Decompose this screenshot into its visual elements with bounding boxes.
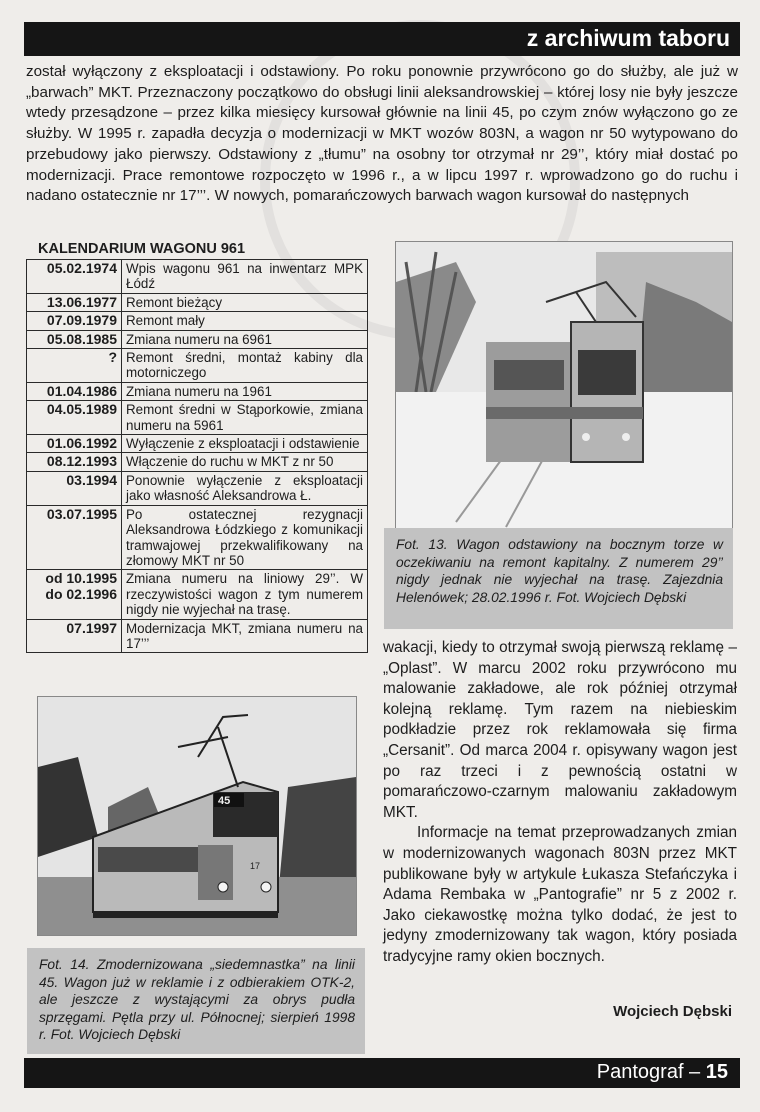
calendar-row (27, 260, 368, 294)
calendar-desc: Zmiana numeru na liniowy 29’’. W rzeczywistości wagon z tym numerem nigdy nie wyjechał na trasę. (122, 570, 368, 619)
photo-13-caption (384, 528, 733, 629)
right-column (383, 638, 737, 968)
tram-number-label: 17 (250, 861, 261, 871)
calendar-date: 04.05.1989 (27, 401, 122, 435)
calendar-date: ? (27, 349, 122, 383)
calendar-row (27, 312, 368, 330)
calendar-row (27, 453, 368, 471)
tram-route-sign: 45 (218, 795, 231, 807)
photo-13 (395, 241, 733, 530)
photo-13-image (396, 242, 732, 529)
calendar-date: 03.07.1995 (27, 505, 122, 570)
magazine-name: Pantograf – (596, 1061, 701, 1083)
calendar-desc: Remont średni w Stąporkowie, zmiana numeru na 5961 (122, 401, 368, 435)
calendar-row (27, 435, 368, 453)
header-bar (24, 22, 740, 56)
footer-bar (24, 1058, 740, 1088)
calendar-row (27, 619, 368, 653)
calendar-date: 08.12.1993 (27, 453, 122, 471)
calendar-date: 03.1994 (27, 471, 122, 505)
calendar-desc: Ponownie wyłączenie z eksploatacji jako własność Aleksandrowa Ł. (122, 471, 368, 505)
calendar-desc: Włączenie do ruchu w MKT z nr 50 (122, 453, 368, 471)
calendar-date: 07.1997 (27, 619, 122, 653)
calendar-date: 05.02.1974 (27, 260, 122, 294)
photo-14-caption-text: Fot. 14. Zmodernizowana „siedemnastka” na linii 45. Wagon już w reklamie i z odbierakiem OTK-2, ale jeszcze z wystającymi za obrys pudła sprzęgami. Pętla przy ul. Północnej; sierpień 1998 r. Fot. Wojciech Dębski (39, 957, 355, 1042)
photo-14-caption (27, 948, 365, 1054)
calendar-desc: Zmiana numeru na 6961 (122, 330, 368, 348)
calendar-date: 13.06.1977 (27, 293, 122, 311)
calendar-desc: Wpis wagonu 961 na inwentarz MPK Łódź (122, 260, 368, 294)
calendar-desc: Zmiana numeru na 1961 (122, 382, 368, 400)
photo-14-image (38, 697, 356, 935)
calendar-row (27, 330, 368, 348)
calendar-desc: Remont mały (122, 312, 368, 330)
calendar-date: 05.08.1985 (27, 330, 122, 348)
calendar-row (27, 570, 368, 619)
calendar-desc: Po ostatecznej rezygnacji Aleksandrowa Łódzkiego z komunikacji tramwajowej przekwalifikowany na złomowy MKT nr 50 (122, 505, 368, 570)
right-paragraph-1: wakacji, kiedy to otrzymał swoją pierwszą reklamę – „Oplast”. W marcu 2002 roku przywrócono mu malowanie zakładowe, ale rok później otrzymał kolejną reklamę. Tym razem na niebieskim podkładzie przez rok reklamowała się firma „Cersanit”. Od marca 2004 r. opisywany wagon jest po raz trzeci i z pewnością ostatni w pomarańczowo-czarnym malowaniu zakładowym MKT. (383, 639, 737, 821)
calendar-date: 01.04.1986 (27, 382, 122, 400)
calendar-row (27, 382, 368, 400)
calendar-date: 01.06.1992 (27, 435, 122, 453)
calendar-row (27, 505, 368, 570)
footer-title (597, 1061, 728, 1084)
intro-paragraph (26, 62, 738, 207)
author-signature: Wojciech Dębski (613, 1003, 732, 1020)
calendar-row (27, 471, 368, 505)
page-number: 15 (705, 1061, 728, 1083)
calendar-date: 07.09.1979 (27, 312, 122, 330)
photo-13-caption-text: Fot. 13. Wagon odstawiony na bocznym torze w oczekiwaniu na remont kapitalny. Z numerem 29’’ nigdy jednak nie wyjechał na trasę. Zajezdnia Helenówek; 28.02.1996 r. Fot. Wojciech Dębski (396, 537, 723, 605)
calendar-desc: Modernizacja MKT, zmiana numeru na 17’’’ (122, 619, 368, 653)
calendar-desc: Remont średni, montaż kabiny dla motorniczego (122, 349, 368, 383)
right-paragraph-2: Informacje na temat przeprowadzanych zmian w modernizowanych wagonach 803N przez MKT publikowane były w artykule Łukasza Stefańczyka i Adama Rembaka w „Pantografie” nr 5 z 2002 r. Jako ciekawostkę można tylko dodać, że jest to jedyny zmodernizowany tak wagon, który posiada tradycyjne ramy okien bocznych. (383, 824, 737, 965)
calendar-row (27, 401, 368, 435)
photo-14 (37, 696, 357, 936)
intro-text: został wyłączony z eksploatacji i odstawiony. Po roku ponownie przywrócono go do służby, ale już w „barwach” MKT. Przeznaczony początkowo do obsługi linii aleksandrowskiej – której losy nie były jeszcze wtedy przesądzone – przez kilka miesięcy kursował głównie na linii 45, po czym znów wyłączono go ze służby. W 1995 r. zapadła decyzja o modernizacji w MKT wozów 803N, a wagon nr 50 wytypowano do przebudowy jako pierwszy. Odstawiony z „tłumu” na osobny tor otrzymał nr 29’’, który miał dostać po modernizacji. Prace remontowe rozpoczęto w 1996 r., a w lipcu 1997 r. wprowadzono go do ruchu i nadano ostatecznie nr 17’’’. W nowych, pomarańczowych barwach wagon kursował do następnych (26, 63, 738, 205)
calendar-desc: Remont bieżący (122, 293, 368, 311)
calendar-row (27, 349, 368, 383)
calendar-table (26, 259, 368, 653)
calendar-row (27, 293, 368, 311)
calendar-title: KALENDARIUM WAGONU 961 (38, 241, 246, 257)
calendar-date: od 10.1995 do 02.1996 (27, 570, 122, 619)
section-title: z archiwum taboru (526, 25, 730, 51)
calendar-desc: Wyłączenie z eksploatacji i odstawienie (122, 435, 368, 453)
